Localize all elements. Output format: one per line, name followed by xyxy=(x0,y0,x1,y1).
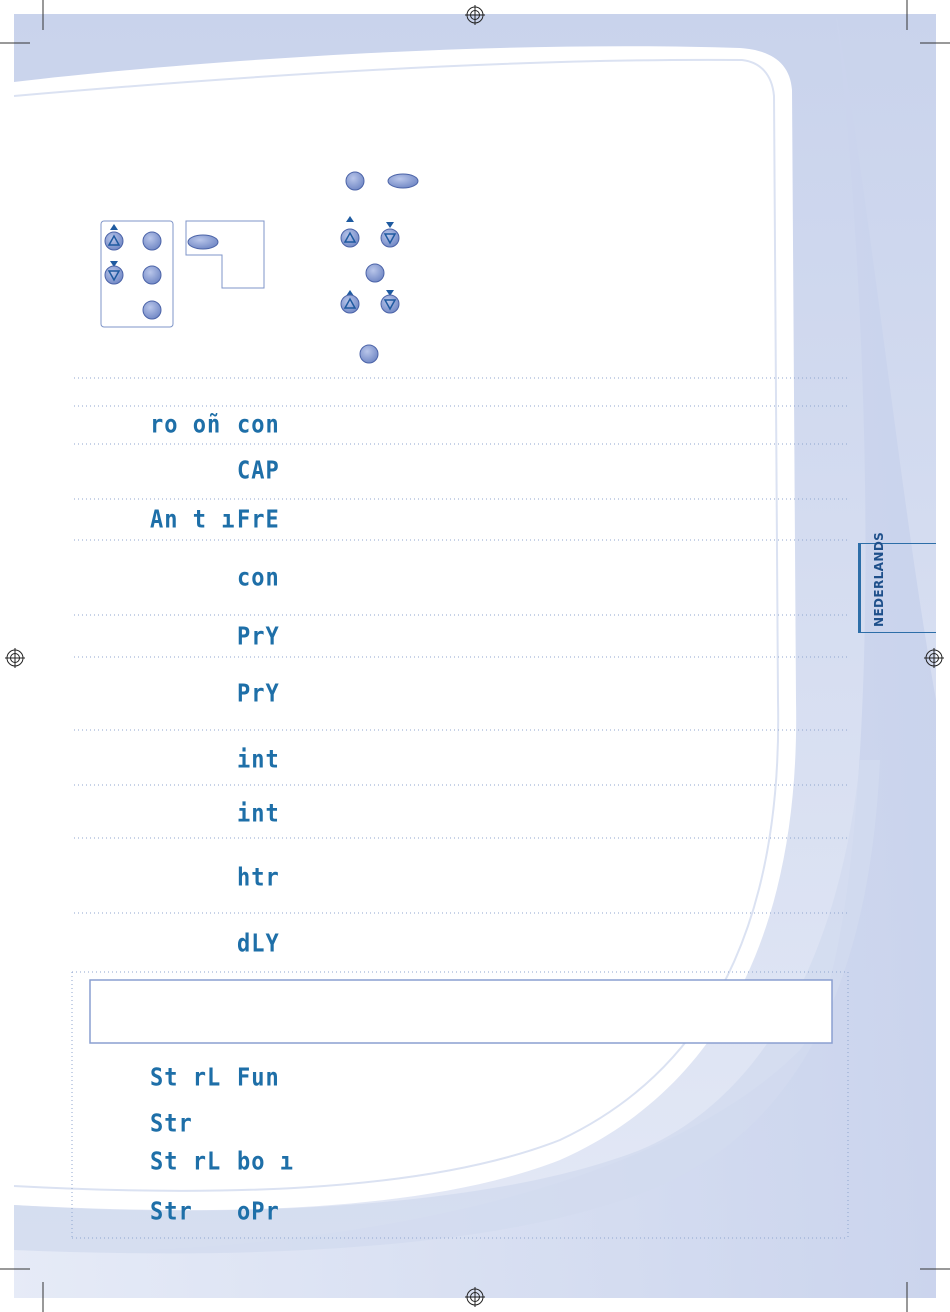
language-tab-label: NEDERLANDS xyxy=(872,531,886,627)
language-tab-bar xyxy=(858,543,861,633)
display-code-con: con xyxy=(237,563,280,593)
display-code-str: Str xyxy=(150,1109,193,1139)
display-code-htr: htr xyxy=(237,863,280,893)
display-code-strl: St rL xyxy=(150,1063,222,1093)
display-code-strl: St rL xyxy=(150,1147,222,1177)
down-button-icon xyxy=(381,290,399,313)
round-button-icon xyxy=(143,301,161,319)
display-code-fun: Fun xyxy=(237,1063,280,1093)
language-tab-rule xyxy=(861,632,936,633)
oval-button-icon xyxy=(388,174,418,188)
registration-mark-icon xyxy=(924,648,944,668)
display-code-pry: PrY xyxy=(237,679,280,709)
up-button-icon xyxy=(341,290,359,313)
display-code-int: int xyxy=(237,745,280,775)
display-code-fre: FrE xyxy=(237,505,280,535)
display-code-str: Str xyxy=(150,1197,193,1227)
display-code-anti: An t ı xyxy=(150,505,236,535)
display-code-dly: dLY xyxy=(237,929,280,959)
registration-mark-icon xyxy=(5,648,25,668)
display-code-int: int xyxy=(237,799,280,829)
down-button-icon xyxy=(105,261,123,284)
down-button-icon xyxy=(381,222,399,247)
up-button-icon xyxy=(341,216,359,247)
oval-button-icon xyxy=(188,235,218,249)
display-code-cap: CAP xyxy=(237,456,280,486)
round-button-icon xyxy=(346,172,364,190)
display-code-boi: bo ı xyxy=(237,1147,294,1177)
round-button-icon xyxy=(143,266,161,284)
round-button-icon xyxy=(143,232,161,250)
registration-mark-icon xyxy=(465,1287,485,1307)
language-tab xyxy=(858,531,936,633)
round-button-icon xyxy=(366,264,384,282)
display-code-room: ro oñ xyxy=(150,410,222,440)
up-button-icon xyxy=(105,224,123,250)
display-code-con: con xyxy=(237,410,280,440)
round-button-icon xyxy=(360,345,378,363)
display-code-opr: oPr xyxy=(237,1197,280,1227)
registration-mark-icon xyxy=(465,5,485,25)
display-code-pry: PrY xyxy=(237,622,280,652)
